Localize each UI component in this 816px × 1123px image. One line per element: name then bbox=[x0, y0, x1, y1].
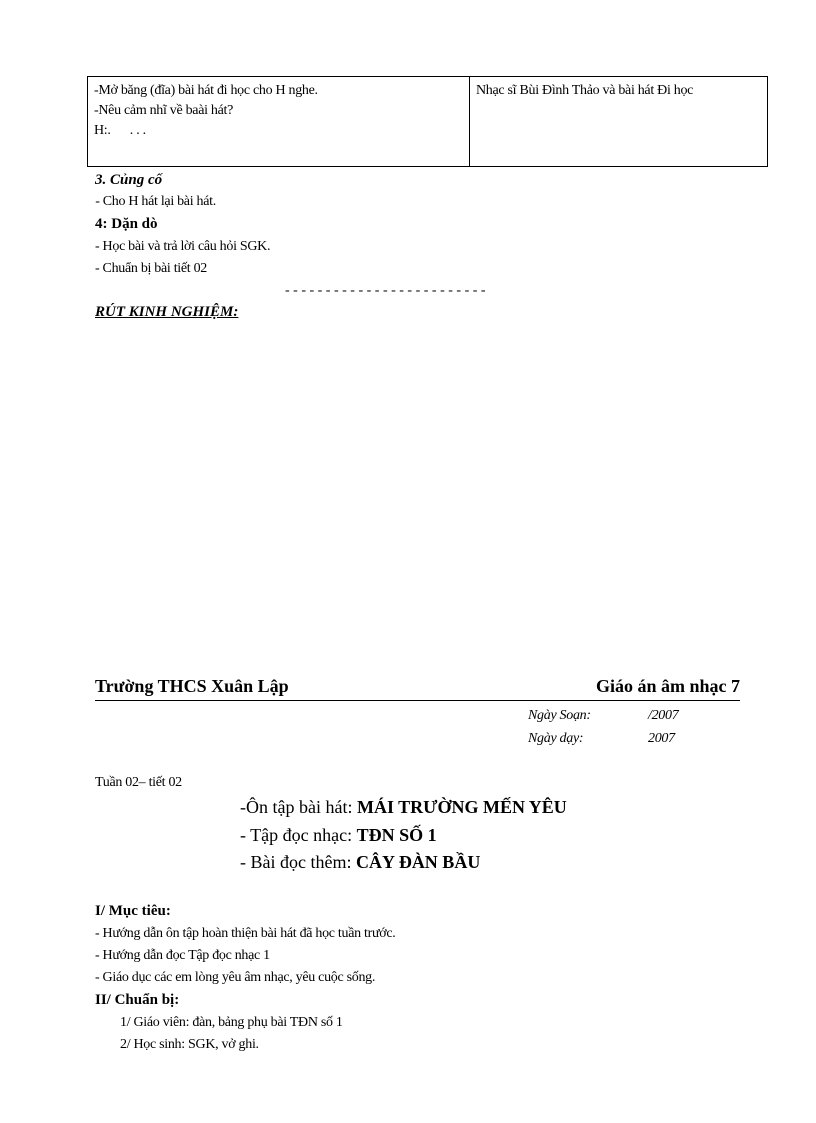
teach-date-label: Ngày dạy: bbox=[528, 731, 584, 746]
header-rule bbox=[95, 700, 740, 701]
prep-date-label: Ngày Soạn: bbox=[528, 708, 591, 723]
section-4-title: 4: Dặn dò bbox=[95, 216, 158, 232]
section-4-line: - Học bài và trả lời câu hỏi SGK. bbox=[95, 239, 271, 254]
lesson-topic bbox=[240, 797, 567, 818]
divider: - - - - - - - - - - - - - - - - - - - - - - - - - bbox=[285, 283, 486, 298]
teacher-activity-cell bbox=[88, 77, 470, 167]
week-label: Tuần 02– tiết 02 bbox=[95, 775, 182, 790]
section-3-line: - Cho H hát lại bài hát. bbox=[92, 194, 216, 209]
topic-prefix: -Ôn tập bài hát: bbox=[240, 797, 357, 817]
subject-label: Giáo án âm nhạc bbox=[595, 676, 731, 696]
activity-line: H:. . . . bbox=[94, 123, 146, 138]
objective-line: - Hướng dẫn đọc Tập đọc nhạc 1 bbox=[95, 948, 270, 963]
objective-line: - Giáo dục các em lòng yêu âm nhạc, yêu cuộc sống. bbox=[95, 970, 376, 985]
activity-line: -Nêu cảm nhĩ về baài hát? bbox=[94, 103, 234, 118]
content-cell bbox=[470, 77, 768, 167]
teach-date-value: 2007 bbox=[648, 731, 675, 746]
section-4-line: - Chuẩn bị bài tiết 02 bbox=[95, 261, 207, 276]
lesson-topic bbox=[240, 852, 480, 873]
activity-table bbox=[87, 76, 768, 167]
content-text: Nhạc sĩ Bùi Đình Thảo và bài hát Đi học bbox=[476, 83, 694, 98]
preparation-line: 2/ Học sinh: SGK, vở ghi. bbox=[120, 1037, 259, 1052]
grade-number: 7 bbox=[731, 676, 740, 696]
preparation-line: 1/ Giáo viên: đàn, bảng phụ bài TĐN số 1 bbox=[120, 1015, 343, 1030]
topic-prefix: - Tập đọc nhạc: bbox=[240, 825, 357, 845]
topic-title: CÂY ĐÀN BẦU bbox=[355, 852, 481, 872]
preparation-title: II/ Chuẩn bị: bbox=[95, 992, 180, 1008]
topic-prefix: - Bài đọc thêm: bbox=[240, 852, 356, 872]
section-3-title: 3. Củng cố bbox=[95, 172, 163, 188]
lesson-topic bbox=[240, 825, 437, 846]
experience-heading: RÚT KINH NGHIỆM: bbox=[95, 304, 239, 320]
objective-line: - Hướng dẫn ôn tập hoàn thiện bài hát đã học tuần trước. bbox=[95, 926, 396, 941]
prep-date-value: /2007 bbox=[648, 708, 679, 723]
objectives-title: I/ Mục tiêu: bbox=[95, 903, 171, 919]
topic-title: MÁI TRƯỜNG MẾN YÊU bbox=[356, 797, 567, 817]
activity-line: -Mở băng (đĩa) bài hát đi học cho H nghe. bbox=[94, 83, 318, 98]
subject-title bbox=[596, 676, 740, 697]
school-name: Trường THCS Xuân Lập bbox=[95, 676, 289, 696]
topic-title: TĐN SỐ 1 bbox=[356, 825, 437, 845]
